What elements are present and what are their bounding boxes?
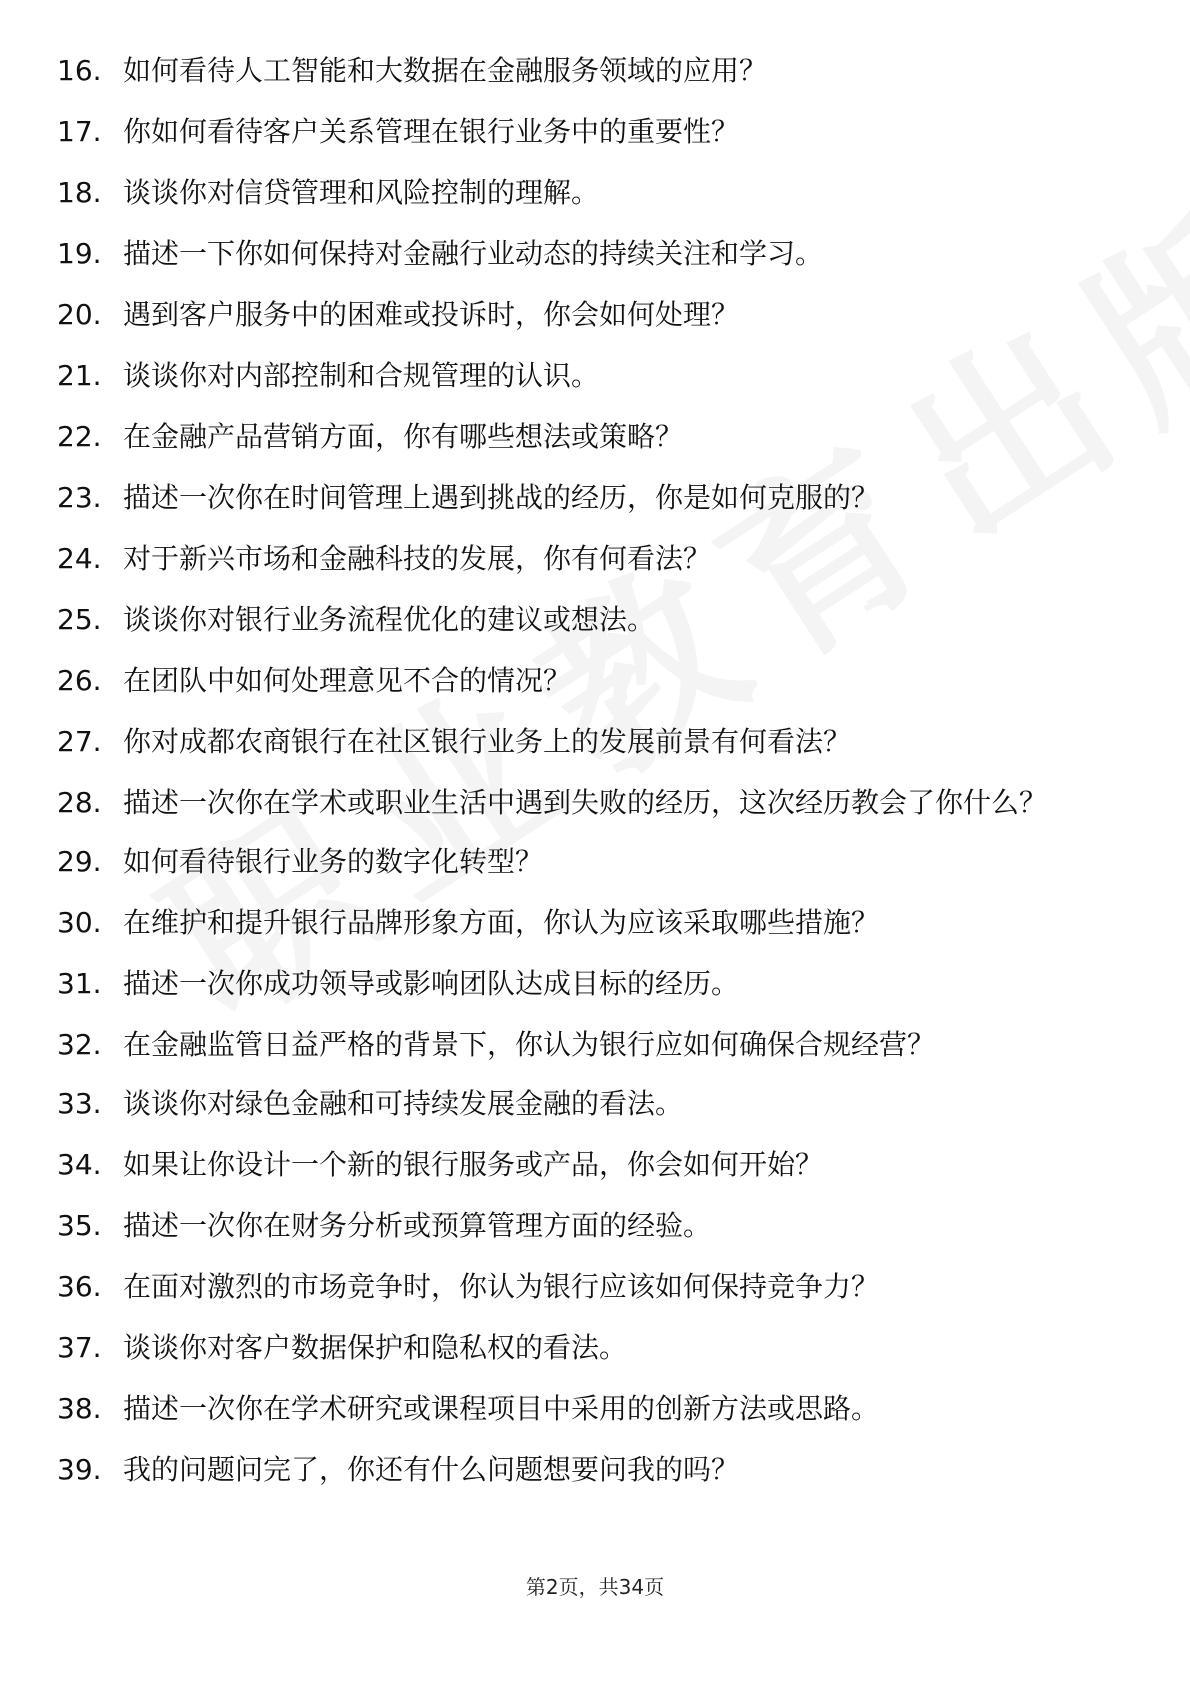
question-text: 如何看待人工智能和大数据在金融服务领域的应用？: [123, 54, 768, 87]
list-item: [0, 1390, 1190, 1428]
question-number: 19.: [57, 237, 102, 270]
list-item: [0, 965, 1190, 1003]
question-text: 描述一次你在学术或职业生活中遇到失败的经历，这次经历教会了你什么？: [123, 786, 1048, 819]
question-number: 27.: [57, 725, 102, 758]
list-item: [0, 1146, 1190, 1184]
question-text: 谈谈你对绿色金融和可持续发展金融的看法。: [123, 1087, 684, 1120]
list-item: [0, 113, 1190, 151]
list-item: [0, 784, 1190, 822]
question-number: 38.: [57, 1392, 102, 1425]
question-number: 34.: [57, 1148, 102, 1181]
question-text: 谈谈你对信贷管理和风险控制的理解。: [123, 176, 600, 209]
question-number: 37.: [57, 1331, 102, 1364]
question-number: 29.: [57, 845, 102, 878]
question-number: 23.: [57, 481, 102, 514]
question-text: 描述一次你在财务分析或预算管理方面的经验。: [123, 1209, 712, 1242]
question-number: 33.: [57, 1087, 102, 1120]
question-number: 17.: [57, 115, 102, 148]
list-item: [0, 843, 1190, 881]
question-number: 28.: [57, 786, 102, 819]
question-text: 对于新兴市场和金融科技的发展，你有何看法？: [123, 542, 712, 575]
list-item: [0, 1026, 1190, 1064]
question-text: 谈谈你对内部控制和合规管理的认识。: [123, 359, 600, 392]
list-item: [0, 52, 1190, 90]
question-text: 谈谈你对银行业务流程优化的建议或想法。: [123, 603, 656, 636]
question-text: 如何看待银行业务的数字化转型？: [123, 845, 544, 878]
list-item: [0, 418, 1190, 456]
list-item: [0, 479, 1190, 517]
list-item: [0, 662, 1190, 700]
list-item: [0, 1329, 1190, 1367]
question-number: 21.: [57, 359, 102, 392]
question-number: 18.: [57, 176, 102, 209]
question-number: 35.: [57, 1209, 102, 1242]
question-text: 在团队中如何处理意见不合的情况？: [123, 664, 572, 697]
question-list: [0, 52, 1190, 1512]
question-number: 31.: [57, 967, 102, 1000]
list-item: [0, 904, 1190, 942]
list-item: [0, 1207, 1190, 1245]
question-text: 在维护和提升银行品牌形象方面，你认为应该采取哪些措施？: [123, 906, 880, 939]
question-number: 20.: [57, 298, 102, 331]
question-text: 遇到客户服务中的困难或投诉时，你会如何处理？: [123, 298, 740, 331]
question-text: 描述一次你成功领导或影响团队达成目标的经历。: [123, 967, 740, 1000]
question-number: 24.: [57, 542, 102, 575]
question-number: 32.: [57, 1028, 102, 1061]
question-text: 你对成都农商银行在社区银行业务上的发展前景有何看法？: [123, 725, 852, 758]
list-item: [0, 235, 1190, 273]
question-number: 30.: [57, 906, 102, 939]
question-number: 16.: [57, 54, 102, 87]
list-item: [0, 296, 1190, 334]
question-text: 在面对激烈的市场竞争时，你认为银行应该如何保持竞争力？: [123, 1270, 880, 1303]
list-item: [0, 1451, 1190, 1489]
question-text: 描述一次你在学术研究或课程项目中采用的创新方法或思路。: [123, 1392, 880, 1425]
question-number: 25.: [57, 603, 102, 636]
question-text: 谈谈你对客户数据保护和隐私权的看法。: [123, 1331, 628, 1364]
list-item: [0, 1268, 1190, 1306]
page-footer: 第2页，共34页: [525, 1575, 665, 1599]
list-item: [0, 601, 1190, 639]
question-number: 39.: [57, 1453, 102, 1486]
question-text: 在金融监管日益严格的背景下，你认为银行应如何确保合规经营？: [123, 1028, 936, 1061]
question-number: 22.: [57, 420, 102, 453]
question-text: 我的问题问完了，你还有什么问题想要问我的吗？: [123, 1453, 740, 1486]
question-text: 在金融产品营销方面，你有哪些想法或策略？: [123, 420, 684, 453]
question-text: 描述一次你在时间管理上遇到挑战的经历，你是如何克服的？: [123, 481, 880, 514]
question-text: 描述一下你如何保持对金融行业动态的持续关注和学习。: [123, 237, 824, 270]
list-item: [0, 540, 1190, 578]
list-item: [0, 1085, 1190, 1123]
question-number: 36.: [57, 1270, 102, 1303]
list-item: [0, 174, 1190, 212]
list-item: [0, 357, 1190, 395]
question-text: 如果让你设计一个新的银行服务或产品，你会如何开始？: [123, 1148, 824, 1181]
question-number: 26.: [57, 664, 102, 697]
question-text: 你如何看待客户关系管理在银行业务中的重要性？: [123, 115, 740, 148]
list-item: [0, 723, 1190, 761]
